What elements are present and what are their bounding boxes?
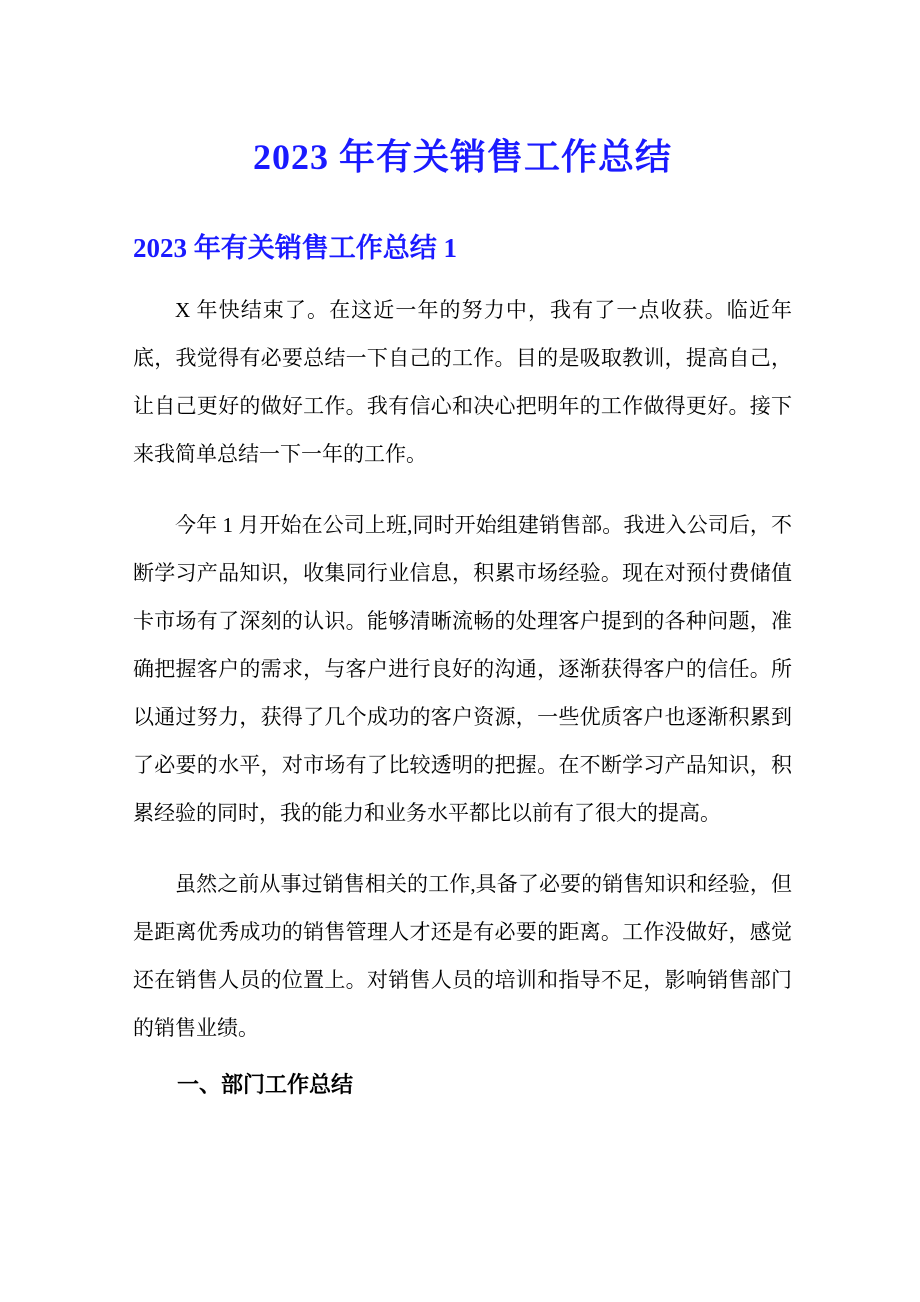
section-1-title: 2023 年有关销售工作总结 1 bbox=[133, 233, 457, 263]
document-title: 2023 年有关销售工作总结 bbox=[252, 137, 672, 177]
paragraph-1: X 年快结束了。在这近一年的努力中，我有了一点收获。临近年底，我觉得有必要总结一下自己的工作。目的是吸取教训，提高自己，让自己更好的做好工作。我有信心和决心把明年的工作做得更好。接下来我简单总结一下一年的工作。 bbox=[133, 298, 792, 466]
subsection-heading: 一、部门工作总结 bbox=[177, 1072, 354, 1097]
paragraph-2: 今年 1 月开始在公司上班,同时开始组建销售部。我进入公司后，不断学习产品知识，收集同行业信息，积累市场经验。现在对预付费储值卡市场有了深刻的认识。能够清晰流畅的处理客户提到的各种问题，准确把握客户的需求，与客户进行良好的沟通，逐渐获得客户的信任。所以通过努力，获得了几个成功的客户资源，一些优质客户也逐渐积累到了必要的水平，对市场有了比较透明的把握。在不断学习产品知识，积累经验的同时，我的能力和业务水平都比以前有了很大的提高。 bbox=[133, 513, 792, 825]
paragraph-3: 虽然之前从事过销售相关的工作,具备了必要的销售知识和经验，但是距离优秀成功的销售管理人才还是有必要的距离。工作没做好，感觉还在销售人员的位置上。对销售人员的培训和指导不足，影响销售部门的销售业绩。 bbox=[133, 872, 792, 1040]
